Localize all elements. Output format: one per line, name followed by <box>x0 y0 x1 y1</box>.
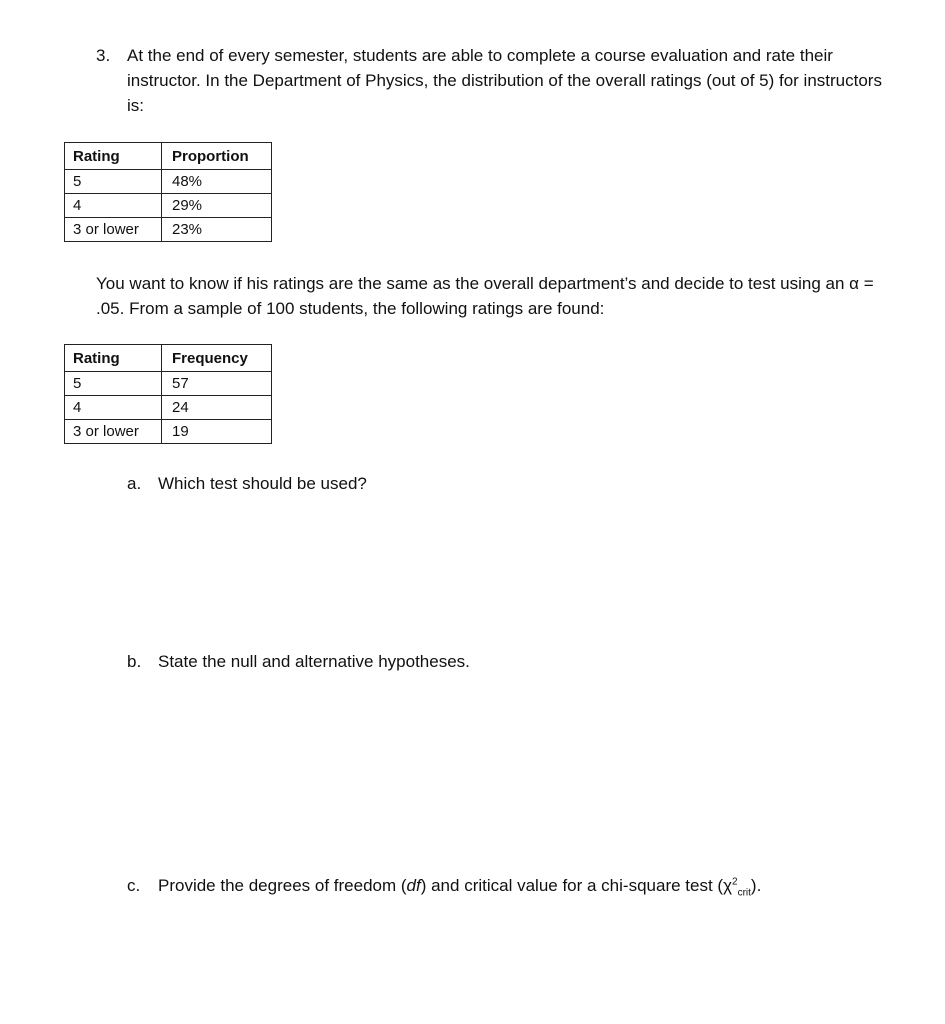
part-c-text-middle: ) and critical value for a chi-square test ( <box>420 876 724 895</box>
cell-frequency: 57 <box>162 372 272 396</box>
table-header-row <box>65 345 272 372</box>
part-c-text-after: ). <box>750 876 762 895</box>
part-a <box>127 471 367 496</box>
table-row <box>65 218 272 242</box>
cell-frequency: 24 <box>162 396 272 420</box>
question-number: 3. <box>96 46 111 65</box>
question-intro: At the end of every semester, students are able to complete a course evaluation and rate their instructor. In the Department of Physics, the distribution of the overall ratings (out of 5) for instructors is: <box>127 46 882 115</box>
part-b-text: State the null and alternative hypotheses. <box>158 652 470 671</box>
table-row <box>65 372 272 396</box>
cell-rating: 3 or lower <box>65 218 162 242</box>
question-context: You want to know if his ratings are the same as the overall department’s and decide to test using an α = .05. From a sample of 100 students, the following ratings are found: <box>96 274 874 318</box>
table-row <box>65 420 272 444</box>
header-rating: Rating <box>65 143 162 170</box>
cell-proportion: 23% <box>162 218 272 242</box>
df-term: df <box>406 876 421 895</box>
proportion-table <box>64 142 272 242</box>
part-c-label: c. <box>127 876 141 895</box>
cell-proportion: 48% <box>162 170 272 194</box>
cell-proportion: 29% <box>162 194 272 218</box>
cell-rating: 4 <box>65 396 162 420</box>
cell-rating: 4 <box>65 194 162 218</box>
cell-frequency: 19 <box>162 420 272 444</box>
header-proportion: Proportion <box>162 143 272 170</box>
header-frequency: Frequency <box>162 345 272 372</box>
frequency-table <box>64 344 272 444</box>
chi-superscript: 2 <box>732 876 738 888</box>
cell-rating: 3 or lower <box>65 420 162 444</box>
part-c <box>127 873 761 898</box>
part-b <box>127 649 470 674</box>
table-row <box>65 396 272 420</box>
chi-subscript: crit <box>737 887 751 899</box>
part-b-label: b. <box>127 652 142 671</box>
cell-rating: 5 <box>65 372 162 396</box>
table-row <box>65 194 272 218</box>
part-a-label: a. <box>127 474 142 493</box>
part-c-text-before: Provide the degrees of freedom ( <box>158 876 407 895</box>
cell-rating: 5 <box>65 170 162 194</box>
part-a-text: Which test should be used? <box>158 474 367 493</box>
table-row <box>65 170 272 194</box>
header-rating: Rating <box>65 345 162 372</box>
chi-symbol: χ <box>723 876 733 895</box>
table-header-row <box>65 143 272 170</box>
